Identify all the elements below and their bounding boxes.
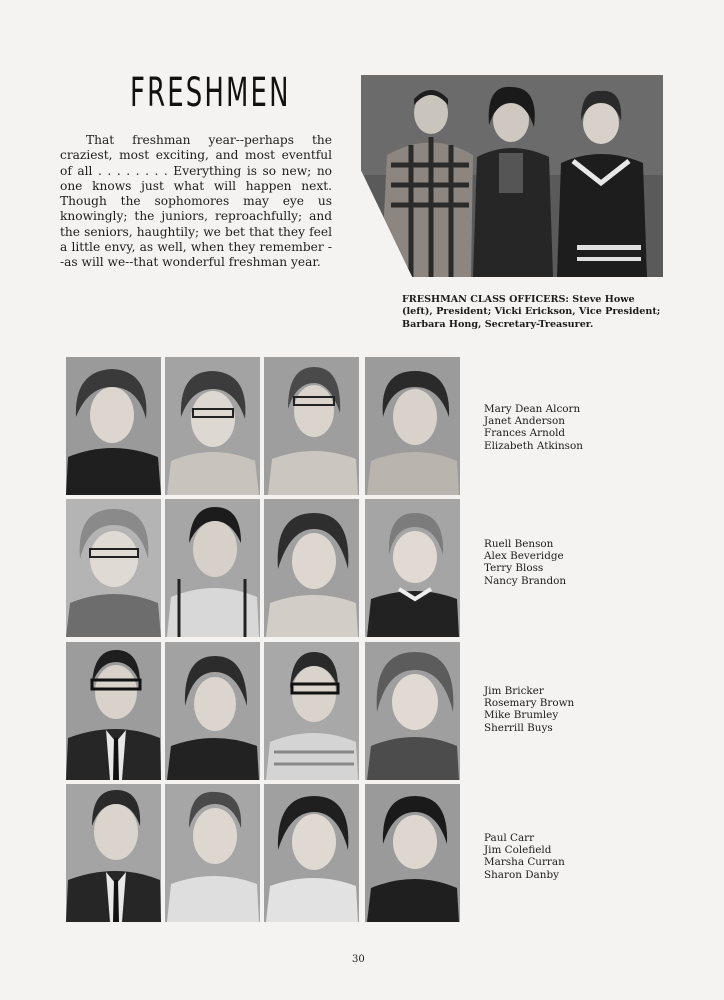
portrait-photo xyxy=(365,642,460,780)
student-name: Ruell Benson xyxy=(484,538,554,550)
portrait-photo xyxy=(264,357,359,495)
portrait-photo xyxy=(165,499,260,637)
student-name: Frances Arnold xyxy=(484,427,566,440)
student-name: Elizabeth Atkinson xyxy=(484,439,583,452)
student-name: Nancy Brandon xyxy=(484,574,567,587)
portrait-photo xyxy=(264,642,359,780)
portrait-photo xyxy=(365,357,460,495)
class-officers-photo xyxy=(361,75,663,277)
student-name: Paul Carr xyxy=(484,832,535,844)
student-name: Janet Anderson xyxy=(484,415,565,428)
intro-paragraph: That freshman year--perhaps the craziest, most exciting, and most eventful of all . . . . . . . . Everything is so new; no one knows just what will happen next. Though the sophomores may eye us knowingly; the juniors, reproachfully; and the seniors, haughtily; we bet that they feel a little envy, as well, when they remember --as will we--that wonderful freshman year. xyxy=(60,133,332,270)
student-name: Jim Colefield xyxy=(484,844,552,857)
student-name: Mary Dean Alcorn xyxy=(484,403,581,415)
portrait-photo xyxy=(66,784,161,922)
portrait-photo xyxy=(365,499,460,637)
student-name: Sherrill Buys xyxy=(484,721,553,734)
portrait-photo xyxy=(264,499,359,637)
portrait-photo xyxy=(66,642,161,780)
student-name: Jim Bricker xyxy=(484,685,544,697)
portrait-photo xyxy=(66,357,161,495)
name-list-row-4 xyxy=(484,832,565,881)
student-name: Sharon Danby xyxy=(484,868,559,881)
name-list-row-3 xyxy=(484,685,574,734)
student-name: Mike Brumley xyxy=(484,709,559,722)
portrait-photo xyxy=(165,357,260,495)
name-list-row-1 xyxy=(484,403,583,452)
student-name: Terry Bloss xyxy=(484,562,544,575)
officers-caption: FRESHMAN CLASS OFFICERS: Steve Howe (left), President; Vicki Erickson, Vice President; Barbara Hong, Secretary-Treasurer. xyxy=(402,294,661,330)
portrait-photo xyxy=(66,499,161,637)
student-name: Alex Beveridge xyxy=(484,550,564,563)
portrait-photo xyxy=(165,784,260,922)
portrait-photo xyxy=(165,642,260,780)
name-list-row-2 xyxy=(484,538,566,587)
student-name: Rosemary Brown xyxy=(484,697,575,710)
portrait-photo xyxy=(365,784,460,922)
page-number: 30 xyxy=(352,954,365,965)
portrait-photo xyxy=(264,784,359,922)
page-title: FRESHMEN xyxy=(130,70,291,116)
student-name: Marsha Curran xyxy=(484,856,565,869)
